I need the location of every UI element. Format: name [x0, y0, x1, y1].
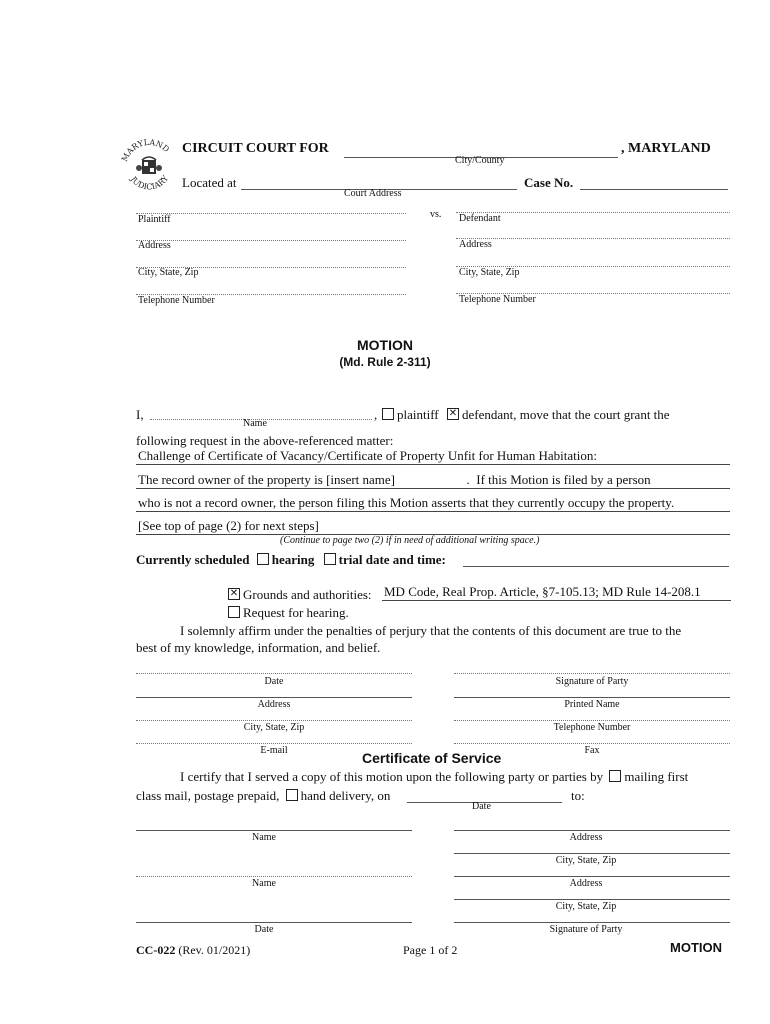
request-hearing-label: Request for hearing.	[243, 605, 349, 620]
certificate-line-2: class mail, postage prepaid,	[136, 788, 280, 803]
trial-checkbox[interactable]	[324, 553, 336, 565]
served-name-1-label: Name	[252, 832, 276, 843]
signature-label: Signature of Party	[555, 676, 629, 687]
scheduled-datetime-field[interactable]	[463, 566, 729, 567]
certificate-signature-field[interactable]	[454, 922, 730, 923]
plaintiff-address-field[interactable]	[136, 240, 406, 241]
defendant-address-field[interactable]	[456, 238, 730, 239]
svg-text:JUDICIARY: JUDICIARY	[128, 174, 171, 192]
plaintiff-option-label: plaintiff	[397, 407, 439, 422]
to-label: to:	[571, 788, 585, 803]
grounds-checkbox[interactable]	[228, 588, 240, 600]
request-hearing-option[interactable]	[228, 605, 349, 621]
plaintiff-phone-label: Telephone Number	[138, 295, 215, 306]
name-label: Name	[243, 418, 267, 429]
fax-field[interactable]	[454, 743, 730, 744]
case-no-label: Case No.	[524, 175, 574, 190]
request-hearing-checkbox[interactable]	[228, 606, 240, 618]
page-number: Page 1 of 2	[403, 943, 458, 957]
request-intro: following request in the above-referenced matter:	[136, 433, 394, 448]
continue-note: (Continue to page two (2) if in need of additional writing space.)	[280, 535, 540, 546]
i-prefix: I,	[136, 407, 144, 422]
grounds-label: Grounds and authorities:	[243, 587, 372, 602]
motion-title: MOTION	[357, 337, 413, 353]
grounds-field[interactable]: MD Code, Real Prop. Article, §7-105.13; MD Rule 14-208.1	[382, 584, 731, 601]
certificate-title: Certificate of Service	[362, 750, 502, 766]
court-suffix: , MARYLAND	[621, 141, 711, 156]
served-name-2-label: Name	[252, 878, 276, 889]
defendant-option-label: defendant, move that the court grant the	[462, 407, 670, 422]
city-county-label: City/County	[455, 155, 505, 166]
scheduled-label: Currently scheduled	[136, 552, 250, 567]
certificate-signature-label: Signature of Party	[549, 924, 623, 935]
served-city-2-label: City, State, Zip	[555, 901, 617, 912]
mailing-label: mailing first	[624, 769, 689, 784]
printed-name-field[interactable]	[454, 697, 730, 698]
hearing-label: hearing	[271, 552, 315, 567]
plaintiff-option[interactable]	[382, 407, 439, 423]
defendant-address-label: Address	[459, 239, 492, 250]
email-field[interactable]	[136, 743, 412, 744]
case-no-field[interactable]	[580, 189, 728, 190]
request-line-1[interactable]: Challenge of Certificate of Vacancy/Certificate of Property Unfit for Human Habitation:	[136, 448, 730, 465]
address-field[interactable]	[136, 697, 412, 698]
city-state-zip-field[interactable]	[136, 720, 412, 721]
served-address-1-label: Address	[569, 832, 603, 843]
served-name-1-field[interactable]	[136, 830, 412, 831]
request-line-2[interactable]: The record owner of the property is [insert name] . If this Motion is filed by a person	[136, 472, 730, 489]
hearing-checkbox[interactable]	[257, 553, 269, 565]
affirmation-line-1: I solemnly affirm under the penalties of perjury that the contents of this document are true to the	[180, 623, 682, 638]
certificate-date-field[interactable]	[136, 922, 412, 923]
motion-subtitle: (Md. Rule 2-311)	[339, 355, 431, 369]
defendant-city-label: City, State, Zip	[459, 267, 520, 278]
served-address-2-label: Address	[569, 878, 603, 889]
plaintiff-field[interactable]	[136, 213, 406, 214]
served-city-1-field[interactable]	[454, 853, 730, 854]
served-city-2-field[interactable]	[454, 899, 730, 900]
telephone-label: Telephone Number	[553, 722, 631, 733]
plaintiff-address-label: Address	[138, 240, 171, 251]
court-address-label: Court Address	[344, 188, 402, 199]
request-line-3[interactable]: who is not a record owner, the person filing this Motion asserts that they currently occupy the property.	[136, 495, 730, 512]
certificate-date-label: Date	[254, 924, 274, 935]
date-field[interactable]	[136, 673, 412, 674]
plaintiff-label: Plaintiff	[138, 214, 171, 225]
trial-label: trial date and time:	[338, 552, 446, 567]
hand-delivery-label: hand delivery, on	[300, 788, 391, 803]
email-label: E-mail	[260, 745, 288, 756]
affirmation-line-2: best of my knowledge, information, and belief.	[136, 640, 381, 655]
grounds-option[interactable]	[228, 587, 372, 603]
defendant-checkbox[interactable]	[447, 408, 459, 420]
signature-field[interactable]	[454, 673, 730, 674]
form-id: CC-022	[136, 943, 176, 957]
telephone-field[interactable]	[454, 720, 730, 721]
svg-text:MARYLAND: MARYLAND	[120, 137, 171, 163]
court-prefix: CIRCUIT COURT FOR	[182, 141, 329, 156]
form-revision: (Rev. 01/2021)	[178, 943, 251, 957]
served-address-2-field[interactable]	[454, 876, 730, 877]
mailing-checkbox[interactable]	[609, 770, 621, 782]
vs-label: vs.	[430, 209, 442, 220]
served-city-1-label: City, State, Zip	[555, 855, 617, 866]
date-label: Date	[264, 676, 284, 687]
defendant-phone-label: Telephone Number	[459, 294, 536, 305]
maryland-judiciary-seal	[120, 134, 178, 196]
fax-label: Fax	[584, 745, 600, 756]
printed-name-label: Printed Name	[564, 699, 620, 710]
served-name-2-field[interactable]	[136, 876, 412, 877]
served-address-1-field[interactable]	[454, 830, 730, 831]
service-date-label: Date	[472, 801, 491, 812]
defendant-option[interactable]	[447, 407, 670, 423]
plaintiff-checkbox[interactable]	[382, 408, 394, 420]
defendant-label: Defendant	[459, 213, 501, 224]
hand-delivery-checkbox[interactable]	[286, 789, 298, 801]
footer-title: MOTION	[670, 940, 722, 955]
city-state-zip-label: City, State, Zip	[243, 722, 305, 733]
located-at-label: Located at	[182, 175, 237, 190]
plaintiff-city-label: City, State, Zip	[138, 267, 199, 278]
request-line-4[interactable]: [See top of page (2) for next steps]	[136, 518, 730, 535]
address-label: Address	[257, 699, 291, 710]
certificate-line-1: I certify that I served a copy of this motion upon the following party or parties by	[180, 769, 604, 784]
